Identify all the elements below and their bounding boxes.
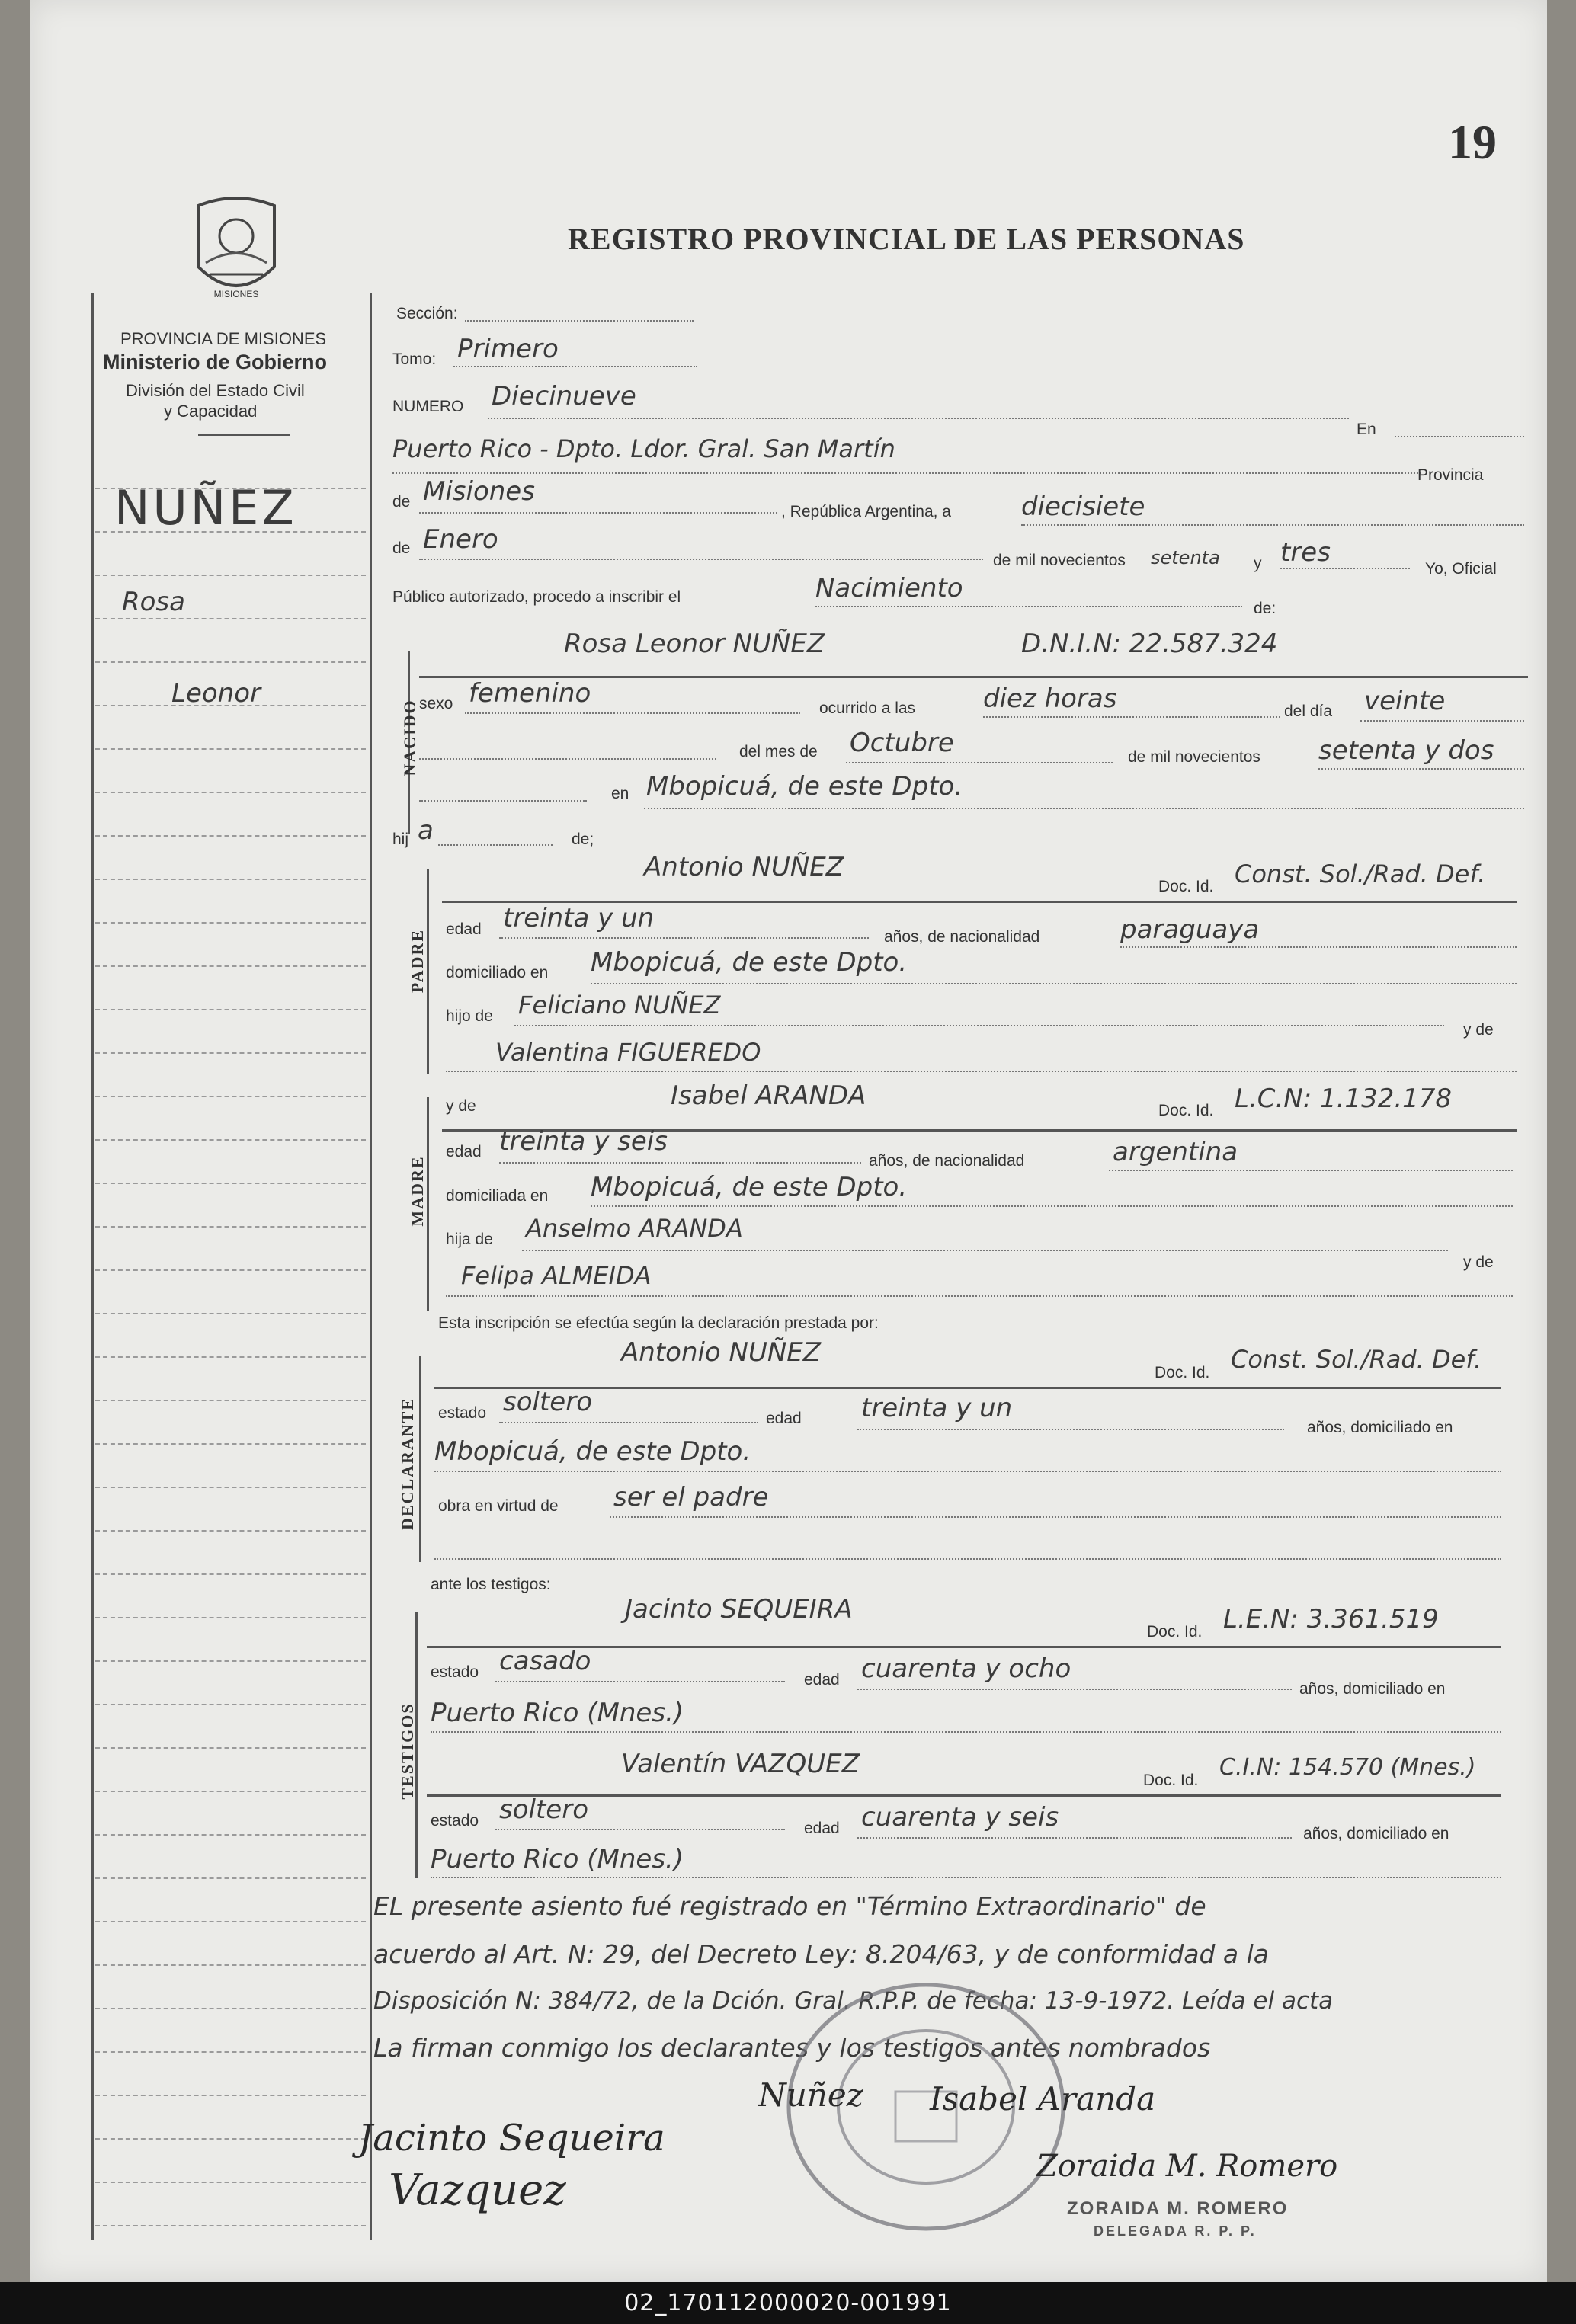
signature-nunez: Nuñez [758,2076,863,2114]
margin-ruled-line [95,1660,366,1662]
margin-ruled-line [95,1096,366,1097]
testigo2-doc-value: C.I.N: 154.570 (Mnes.) [1219,1754,1476,1781]
de-colon-label: de: [1254,600,1276,617]
margin-ruled-line [95,1964,366,1966]
madre-edad-label: edad [446,1143,482,1160]
signature-vazquez: Vazquez [389,2166,566,2215]
declarante-dom-value: Mbopicuá, de este Dpto. [434,1436,751,1467]
yo-oficial-label: Yo, Oficial [1425,560,1497,578]
declarante-edad-value: treinta y un [861,1393,1013,1423]
nacido-name: Rosa Leonor NUÑEZ [564,629,825,659]
y-label: y [1254,555,1262,572]
sexo-line [465,712,800,714]
provincia-value: Misiones [423,476,535,507]
testigo1-edad-label: edad [804,1671,840,1689]
madre-dom-value: Mbopicuá, de este Dpto. [591,1172,908,1202]
signature-aranda: Isabel Aranda [930,2080,1156,2118]
nacido-side-label: NACIDO [400,699,419,776]
anio-nac-value: setenta y dos [1318,735,1494,766]
dia-nac-line [1360,720,1524,722]
testigo1-estado-value: casado [499,1646,591,1676]
declarante-dom-line [434,1471,1501,1472]
padre-nac-value: paraguaya [1120,914,1260,945]
numero-line [488,418,1349,419]
hija-line [438,844,553,846]
testigo1-name: Jacinto SEQUEIRA [625,1594,853,1625]
lugar-value: Puerto Rico - Dpto. Ldor. Gral. San Martín [392,434,895,463]
declarante-rule [434,1387,1501,1389]
nota-line-1: EL presente asiento fué registrado en "Término Extraordinario" de [373,1891,1206,1921]
republica-label: , República Argentina, a [781,503,951,520]
madre-nac-value: argentina [1113,1137,1238,1167]
margin-ruled-line [95,1791,366,1792]
seccion-line [465,320,694,322]
margin-ruled-line [95,2095,366,2096]
margin-ruled-line [95,879,366,880]
officer-name: ZORAIDA M. ROMERO [1067,2198,1289,2219]
margin-ruled-line [95,1356,366,1358]
nota-line-3: Disposición N: 384/72, de la Dción. Gral. R.P.P. de fecha: 13-9-1972. Leída el acta [373,1987,1334,2015]
margin-ruled-line [95,2182,366,2183]
margin-ruled-line [95,2138,366,2140]
margin-ruled-line [95,1921,366,1922]
provincia-label: Provincia [1417,466,1484,484]
mes-value: Enero [423,524,498,555]
en2-label: en [611,785,629,802]
en-label: En [1357,421,1376,438]
ministry-label: Ministerio de Gobierno [103,351,328,373]
de-label: de [392,493,411,511]
padre-nac-label: años, de nacionalidad [884,928,1040,946]
testigo1-anos-label: años, domiciliado en [1299,1680,1446,1698]
hora-value: diez horas [983,683,1117,714]
margin-ruled-line [95,1487,366,1488]
margin-ruled-line [95,575,366,576]
declarante-estado-label: estado [438,1404,487,1422]
mes-line [419,559,983,560]
madre-padre-value: Anselmo ARANDA [526,1214,743,1243]
testigo2-edad-value: cuarenta y seis [861,1802,1059,1833]
tomo-label: Tomo: [392,351,437,368]
madre-doc-value: L.C.N: 1.132.178 [1235,1084,1453,1114]
margin-ruled-line [95,2008,366,2009]
margin-ruled-line [95,1183,366,1184]
mes-nac-line [846,762,1113,763]
margin-ruled-line [95,1573,366,1575]
declarante-estado-value: soltero [503,1387,592,1417]
margin-ruled-line [95,1530,366,1532]
en2-pre-line [419,800,587,802]
mes-nac-value: Octubre [850,728,954,758]
margin-ruled-line [95,1269,366,1271]
nota-line-2: acuerdo al Art. N: 29, del Decreto Ley: 8.204/63, y de conformidad a la [373,1939,1270,1969]
testigo2-dom-value: Puerto Rico (Mnes.) [431,1844,684,1874]
padre-y-de-label: y de [1463,1021,1494,1039]
declarante-doc-label: Doc. Id. [1155,1364,1210,1381]
margin-ruled-line [95,1834,366,1836]
margin-border-right [370,293,372,2240]
numero-label: NUMERO [392,398,464,415]
testigo1-edad-line [857,1689,1292,1690]
sexo-label: sexo [419,695,453,712]
testigo2-dom-line [431,1877,1501,1878]
madre-padre-line [522,1250,1448,1251]
del-dia-label: del día [1284,703,1333,720]
madre-madre-line [446,1295,1513,1297]
acto-value: Nacimiento [815,573,963,603]
madre-madre-value: Felipa ALMEIDA [461,1261,652,1290]
testigo2-edad-line [857,1837,1292,1839]
page-number: 19 [1448,115,1497,169]
obra-line-2 [434,1558,1501,1560]
padre-edad-value: treinta y un [503,903,655,933]
register-page [30,0,1547,2282]
tomo-line [453,366,697,367]
padre-edad-label: edad [446,920,482,938]
margin-name-1: Rosa [122,587,185,617]
ocurrido-label: ocurrido a las [819,699,916,717]
seal-text: MISIONES [213,289,259,299]
padre-edad-line [499,937,869,939]
padre-padre-line [514,1025,1444,1026]
testigo1-edad-value: cuarenta y ocho [861,1653,1071,1684]
testigo2-estado-value: soltero [499,1794,588,1825]
lugar-nac-value: Mbopicuá, de este Dpto. [646,771,963,802]
margin-ruled-line [95,661,366,663]
ante-label: ante los testigos: [431,1576,551,1593]
margin-ruled-line [95,1443,366,1445]
declarante-edad-label: edad [766,1410,802,1427]
madre-side-label: MADRE [408,1155,427,1227]
tomo-value: Primero [457,334,559,364]
madre-nac-label: años, de nacionalidad [869,1152,1025,1170]
margin-ruled-line [95,1313,366,1314]
declarante-name: Antonio NUÑEZ [621,1337,822,1368]
hija-value: a [418,815,434,846]
madre-dom-label: domiciliada en [446,1187,549,1205]
madre-nac-line [1109,1170,1513,1171]
margin-ruled-line [95,2051,366,2053]
header-rule [198,434,290,436]
padre-doc-value: Const. Sol./Rad. Def. [1235,859,1486,888]
declarante-edad-line [857,1429,1284,1430]
margin-ruled-line [95,835,366,837]
padre-nac-line [1120,946,1517,948]
margin-ruled-line [95,1877,366,1879]
del-mes-pre-line [419,758,716,760]
padre-dom-label: domiciliado en [446,964,549,981]
sexo-value: femenino [469,678,591,709]
anio-nac-line [1318,768,1524,770]
margin-ruled-line [95,1009,366,1010]
testigo1-estado-line [495,1681,785,1682]
hija-label: hij [392,831,409,848]
madre-hija-label: hija de [446,1231,493,1248]
testigo1-dom-line [431,1731,1501,1733]
obra-label: obra en virtud de [438,1497,559,1515]
testigo1-doc-value: L.E.N: 3.361.519 [1223,1604,1439,1634]
madre-edad-value: treinta y seis [499,1126,668,1157]
dia-value: diecisiete [1021,491,1145,522]
testigo2-anos-label: años, domiciliado en [1303,1825,1449,1842]
madre-y-de2-label: y de [1463,1253,1494,1271]
provincial-seal [183,190,290,312]
provincia-line [419,512,777,514]
nota-line-4: La firman conmigo los declarantes y los testigos antes nombrados [373,2033,1211,2063]
margin-border-left [91,293,94,2240]
padre-dom-line [591,983,1517,984]
declarante-estado-line [499,1422,758,1423]
anio2-line [1280,568,1410,569]
hora-line [983,716,1280,718]
madre-dom-line [591,1205,1513,1207]
testigo2-doc-label: Doc. Id. [1143,1772,1199,1789]
dia-nac-value: veinte [1364,686,1446,716]
anio2-value: tres [1280,537,1331,568]
testigo2-edad-label: edad [804,1820,840,1837]
lugar-line [392,472,1421,474]
division-label-2: y Capacidad [164,402,258,421]
acto-line [815,606,1242,607]
margin-surname: NUÑEZ [114,480,297,536]
dia-line [1021,524,1524,526]
madre-y-de-label: y de [446,1097,476,1115]
madre-name: Isabel ARANDA [671,1080,866,1111]
declarante-doc-value: Const. Sol./Rad. Def. [1231,1345,1482,1374]
page-title: REGISTRO PROVINCIAL DE LAS PERSONAS [568,222,1245,256]
testigo1-estado-label: estado [431,1663,479,1681]
margin-ruled-line [95,1617,366,1618]
declarante-bracket [419,1356,421,1562]
padre-dom-value: Mbopicuá, de este Dpto. [591,947,908,978]
seccion-label: Sección: [396,305,458,322]
lugar-nac-line [644,808,1524,809]
margin-ruled-line [95,748,366,750]
province-label: PROVINCIA DE MISIONES [120,329,327,348]
margin-name-2: Leonor [171,678,261,709]
testigo1-doc-label: Doc. Id. [1147,1623,1203,1641]
division-label: División del Estado Civil [126,381,305,400]
obra-value: ser el padre [613,1482,769,1513]
signature-sequeira: Jacinto Sequeira [358,2117,665,2159]
margin-ruled-line [95,1747,366,1749]
madre-doc-label: Doc. Id. [1158,1102,1214,1119]
de-mil2-label: de mil novecientos [1128,748,1260,766]
padre-madre-value: Valentina FIGUEREDO [495,1038,761,1067]
padre-padre-value: Feliciano NUÑEZ [518,991,721,1020]
madre-edad-line [499,1162,861,1164]
padre-madre-line [446,1071,1517,1072]
declarante-anos-label: años, domiciliado en [1307,1419,1453,1436]
de2-label: de [392,539,411,557]
numero-value: Diecinueve [492,381,636,411]
officer-title: DELEGADA R. P. P. [1094,2223,1257,2239]
de-semicolon-label: de; [572,831,594,848]
image-caption: 02_170112000020-001991 [0,2282,1576,2324]
margin-ruled-line [95,1704,366,1705]
en-line [1395,436,1524,437]
declarante-side-label: DECLARANTE [398,1397,417,1530]
testigo1-dom-value: Puerto Rico (Mnes.) [431,1698,684,1728]
testigo2-name: Valentín VAZQUEZ [621,1749,860,1779]
testigos-side-label: TESTIGOS [398,1702,417,1800]
del-mes-label: del mes de [739,743,818,760]
margin-ruled-line [95,965,366,967]
inscripcion-label: Esta inscripción se efectúa según la declaración prestada por: [438,1314,879,1332]
margin-ruled-line [95,1226,366,1228]
publico-label: Público autorizado, procedo a inscribir el [392,588,681,606]
margin-ruled-line [95,1400,366,1401]
de-mil-label: de mil novecientos [993,552,1126,569]
obra-line [610,1516,1501,1518]
testigo2-estado-label: estado [431,1812,479,1829]
padre-hijo-label: hijo de [446,1007,493,1025]
padre-name: Antonio NUÑEZ [644,852,844,882]
margin-ruled-line [95,792,366,793]
anio1-value: setenta [1151,547,1220,568]
margin-ruled-line [95,1139,366,1141]
padre-side-label: PADRE [408,928,427,994]
margin-ruled-line [95,2225,366,2226]
testigo2-estado-line [495,1829,785,1830]
margin-ruled-line [95,922,366,924]
margin-ruled-line [95,618,366,619]
padre-doc-label: Doc. Id. [1158,878,1214,895]
margin-ruled-line [95,1052,366,1054]
signature-romero: Zoraida M. Romero [1036,2149,1338,2184]
nacido-doc: D.N.I.N: 22.587.324 [1021,629,1278,659]
